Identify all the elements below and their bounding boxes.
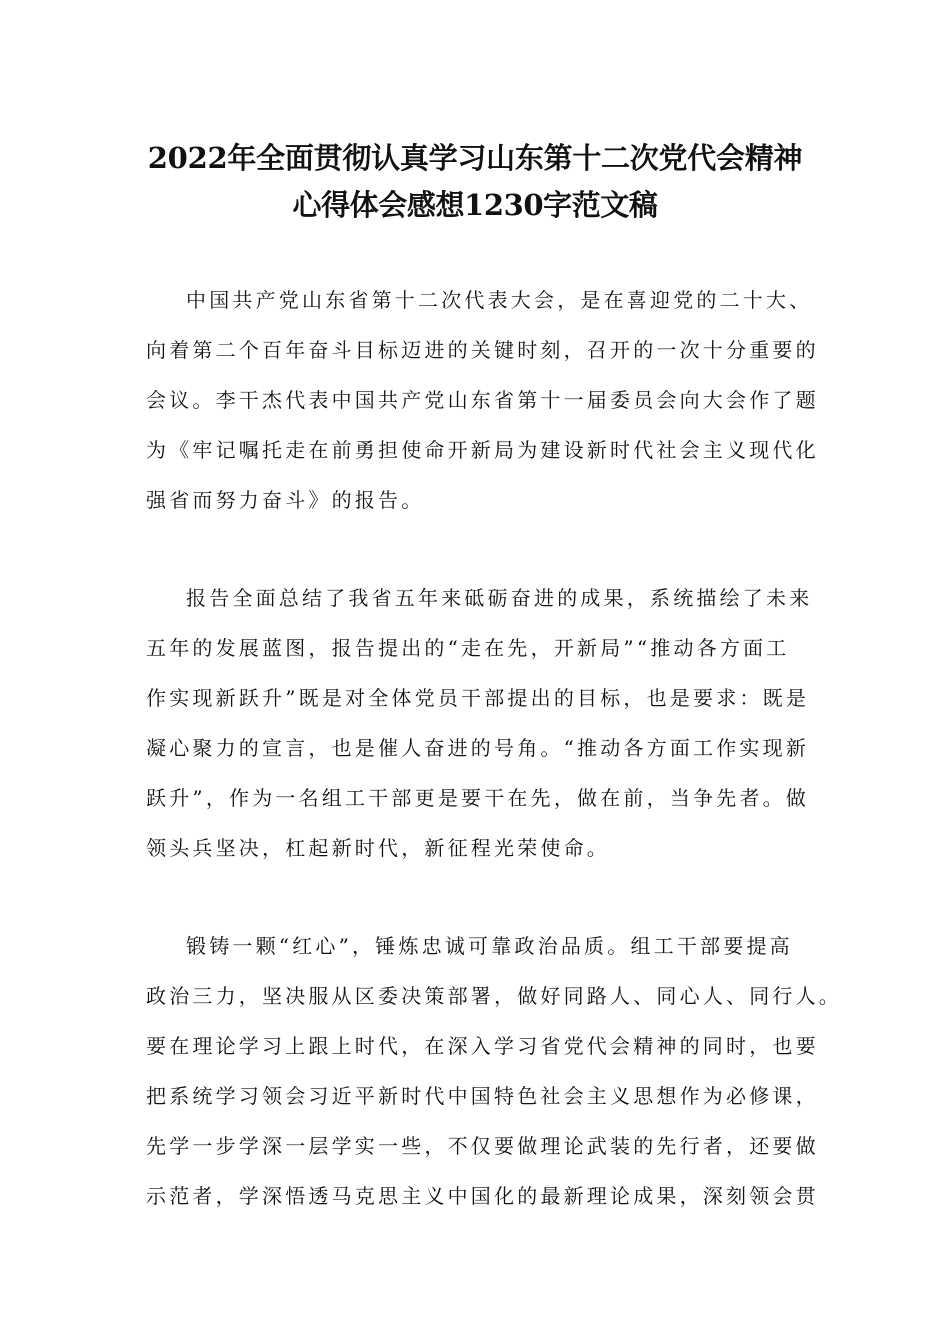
paragraph-line: 报告全面总结了我省五年来砥砺奋进的成果，系统描绘了未来 — [186, 586, 813, 610]
paragraph-line: 跃升”，作为一名组工干部更是要干在先，做在前，当争先者。做 — [146, 786, 810, 810]
paragraph-line: 政治三力，坚决服从区委决策部署，做好同路人、同心人、同行人。 — [146, 984, 842, 1008]
paragraph-line: 向着第二个百年奋斗目标迈进的关键时刻，召开的一次十分重要的 — [146, 338, 819, 362]
document-title-line-1: 2022年全面贯彻认真学习山东第十二次党代会精神 — [147, 141, 803, 175]
paragraph-line: 强省而努力奋斗》的报告。 — [146, 488, 425, 512]
paragraph-line: 领头兵坚决，杠起新时代，新征程光荣使命。 — [146, 836, 610, 860]
paragraph-line: 作实现新跃升”既是对全体党员干部提出的目标，也是要求：既是 — [146, 686, 810, 710]
paragraph-line: 先学一步学深一层学实一些，不仅要做理论武装的先行者，还要做 — [146, 1134, 819, 1158]
paragraph-line: 示范者，学深悟透马克思主义中国化的最新理论成果，深刻领会贯 — [146, 1184, 819, 1208]
paragraph-line: 把系统学习领会习近平新时代中国特色社会主义思想作为必修课， — [146, 1084, 819, 1108]
paragraph-line: 五年的发展蓝图，报告提出的“走在先，开新局”“推动各方面工 — [146, 636, 790, 660]
paragraph-line: 要在理论学习上跟上时代，在深入学习省党代会精神的同时，也要 — [146, 1034, 819, 1058]
paragraph-line: 中国共产党山东省第十二次代表大会，是在喜迎党的二十大、 — [186, 288, 813, 312]
paragraph-line: 凝心聚力的宣言，也是催人奋进的号角。“推动各方面工作实现新 — [146, 736, 810, 760]
document-title-line-2: 心得体会感想1230字范文稿 — [292, 188, 658, 222]
paragraph-line: 会议。李干杰代表中国共产党山东省第十一届委员会向大会作了题 — [146, 388, 819, 412]
paragraph-line: 为《牢记嘱托走在前勇担使命开新局为建设新时代社会主义现代化 — [146, 438, 819, 462]
paragraph-line: 锻铸一颗“红心”，锤炼忠诚可靠政治品质。组工干部要提高 — [186, 934, 793, 958]
